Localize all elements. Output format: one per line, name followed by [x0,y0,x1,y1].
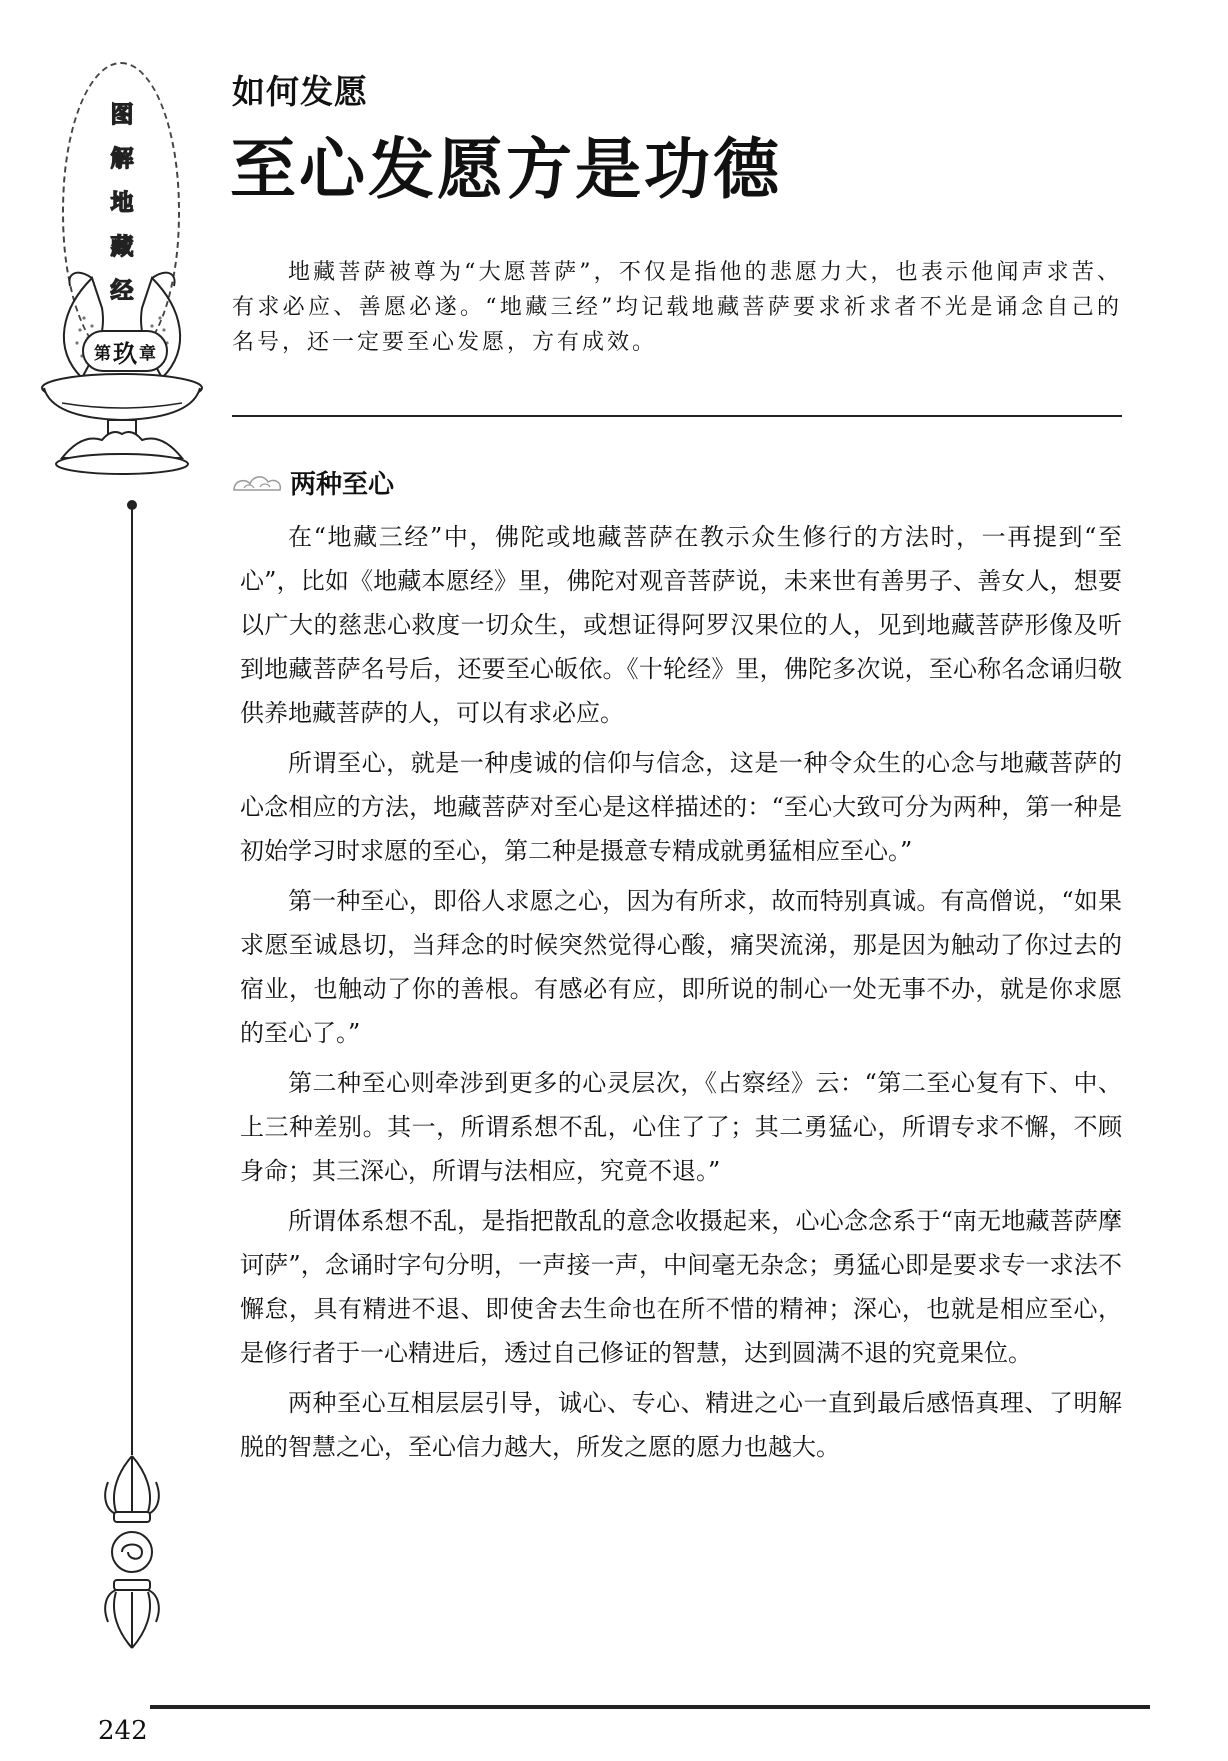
chapter-number: 玖 [113,339,137,368]
divider-rule [232,415,1122,417]
sidebar-vertical-line [131,505,133,1455]
intro-paragraph: 地藏菩萨被尊为“大愿菩萨”，不仅是指他的悲愿力大，也表示他闻声求苦、有求必应、善愿必遂。“地藏三经”均记载地藏菩萨要求祈求者不光是诵念自己的名号，还一定要至心发愿，方有成效。 [232,260,1122,355]
chapter-prefix: 第 [94,343,111,364]
sidebar-title-char: 藏 [110,234,134,260]
body-paragraph: 所谓至心，就是一种虔诚的信仰与信念，这是一种令众生的心念与地藏菩萨的心念相应的方法，地藏菩萨对至心是这样描述的：“至心大致可分为两种，第一种是初始学习时求愿的至心，第二种是摄意专精成就勇猛相应至心。” [240,749,1122,865]
twin-fish-lotus-ornament-icon [22,268,222,488]
section-title: 两种至心 [290,470,395,500]
vajra-ornament-icon [98,1452,166,1652]
body-paragraph: 第一种至心，即俗人求愿之心，因为有所求，故而特别真诚。有高僧说，“如果求愿至诚恳切，当拜念的时候突然觉得心酸，痛哭流涕，那是因为触动了你过去的宿业，也触动了你的善根。有感必有应，即所说的制心一处无事不办，就是你求愿的至心了。” [240,887,1122,1047]
body-paragraph: 两种至心互相层层引导，诚心、专心、精进之心一直到最后感悟真理、了明解脱的智慧之心，至心信力越大，所发之愿的愿力也越大。 [240,1389,1122,1461]
sidebar-title-char: 经 [110,278,134,304]
page-title: 至心发愿方是功德 [230,131,782,208]
chapter-badge [82,330,168,372]
sidebar-title-char: 地 [110,190,134,216]
footer-rule [150,1705,1150,1709]
body-paragraph: 所谓体系想不乱，是指把散乱的意念收摄起来，心心念念系于“南无地藏菩萨摩诃萨”，念诵时字句分明，一声接一声，中间毫无杂念；勇猛心即是要求专一求法不懈怠，具有精进不退、即使舍去生命也在所不惜的精神；深心，也就是相应至心，是修行者于一心精进后，透过自己修证的智慧，达到圆满不退的究竟果位。 [240,1207,1122,1367]
body-paragraph: 在“地藏三经”中，佛陀或地藏菩萨在教示众生修行的方法时，一再提到“至心”，比如《地藏本愿经》里，佛陀对观音菩萨说，未来世有善男子、善女人，想要以广大的慈悲心救度一切众生，或想证得阿罗汉果位的人，见到地藏菩萨形像及听到地藏菩萨名号后，还要至心皈依。《十轮经》里，佛陀多次说，至心称名念诵归敬供养地藏菩萨的人，可以有求必应。 [240,523,1122,727]
section-kicker: 如何发愿 [232,72,368,111]
section-body [240,515,1122,1475]
chapter-suffix: 章 [139,343,156,364]
cloud-scroll-icon [230,468,284,498]
sidebar-title-char: 图 [110,102,134,128]
body-paragraph: 第二种至心则牵涉到更多的心灵层次，《占察经》云：“第二至心复有下、中、上三种差别。其一，所谓系想不乱，心住了了；其二勇猛心，所谓专求不懈，不顾身命；其三深心，所谓与法相应，究竟不退。” [240,1069,1122,1185]
page-number: 242 [98,1716,148,1746]
sidebar-title-char: 解 [110,146,134,172]
